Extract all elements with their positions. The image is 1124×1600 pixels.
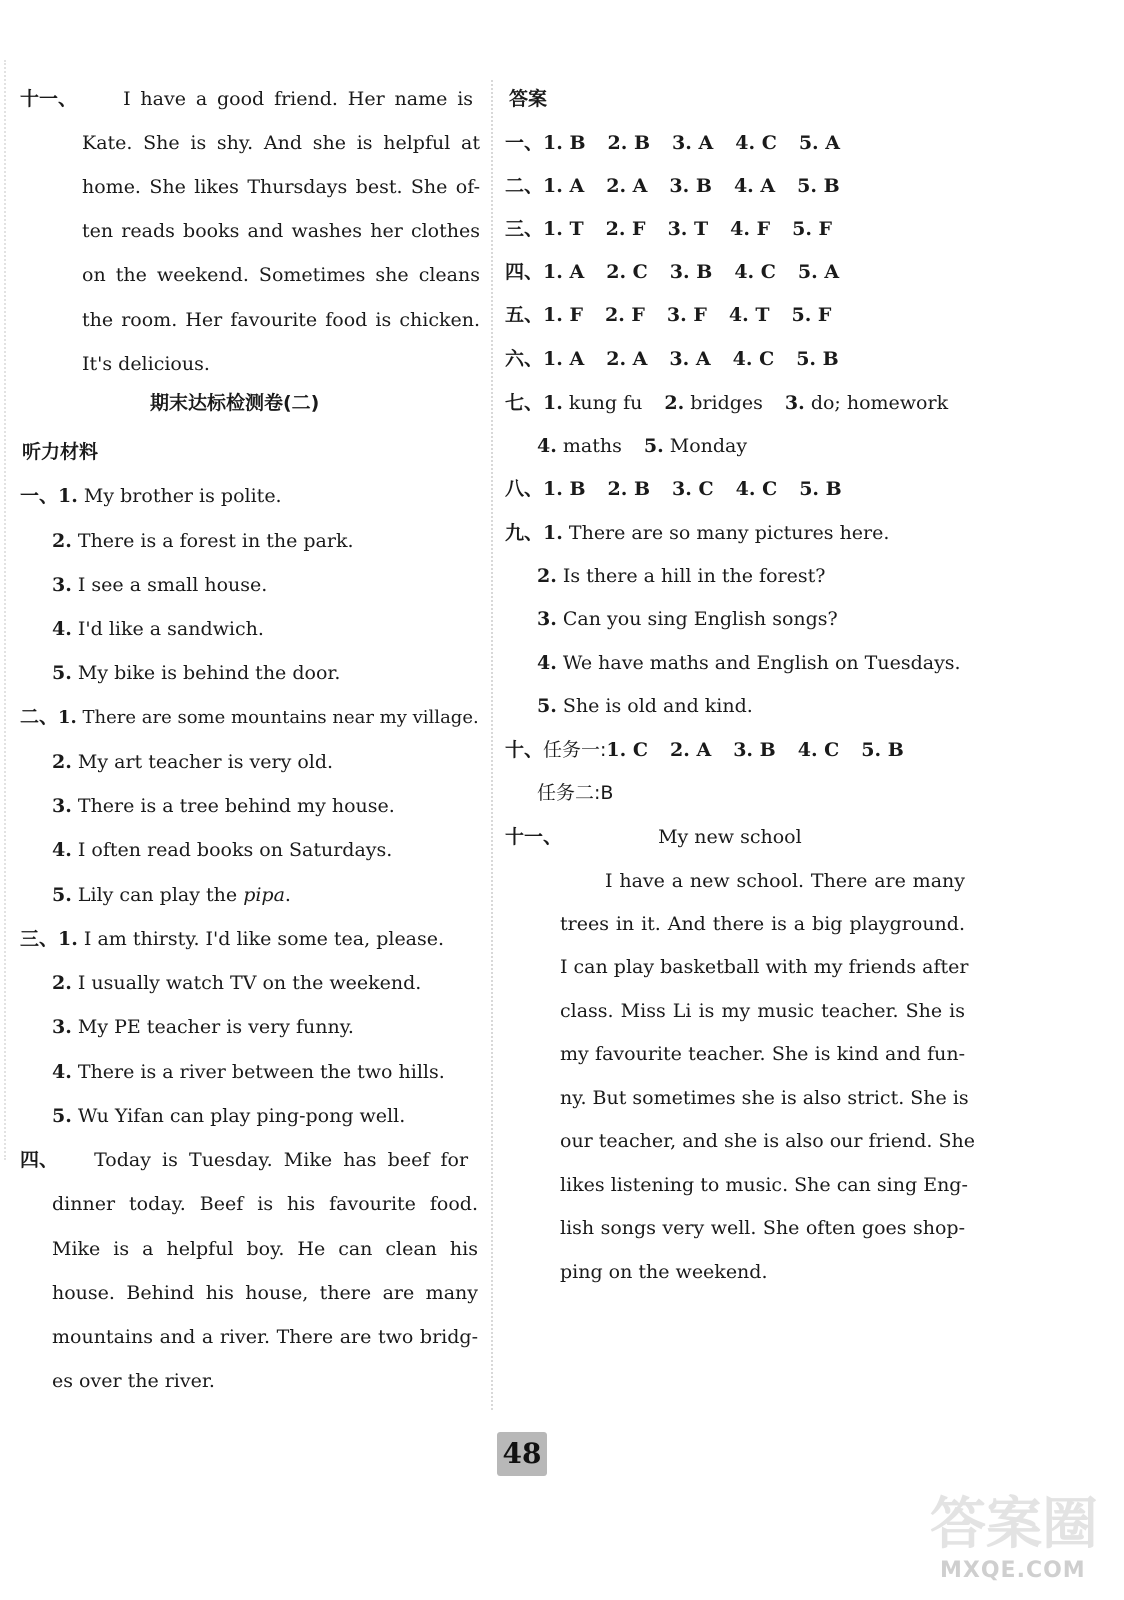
listening-item: 2. There is a forest in the park.: [52, 530, 354, 552]
essay-line: likes listening to music. She can sing Eng-: [560, 1174, 968, 1196]
passage-eleven-line: on the weekend. Sometimes she cleans: [82, 264, 480, 286]
section-title: 期末达标检测卷(二): [150, 392, 320, 414]
listening-item: 3. There is a tree behind my house.: [52, 795, 395, 817]
listening-item: 3. My PE teacher is very funny.: [52, 1016, 354, 1038]
passage-four-line: Mike is a helpful boy. He can clean his: [52, 1238, 478, 1260]
answer-sentence: 4. We have maths and English on Tuesdays.: [537, 652, 961, 674]
essay-line: ny. But sometimes she is also strict. She is: [560, 1087, 969, 1109]
essay-title-line: 十一、 My new school: [505, 826, 802, 848]
passage-eleven-line: Kate. She is shy. And she is helpful at: [82, 132, 480, 154]
passage-eleven-line: the room. Her favourite food is chicken.: [82, 309, 480, 331]
site-watermark-logo: [930, 1480, 1110, 1590]
watermark-url: MXQE.COM: [940, 1558, 1086, 1583]
listening-item: 一、1. My brother is polite.: [20, 485, 282, 507]
essay-line: I can play basketball with my friends after: [560, 956, 969, 978]
answer-row: 二、1. A 2. A 3. B 4. A 5. B: [505, 175, 840, 197]
binding-edge-dots: [4, 60, 6, 1160]
column-divider: [491, 80, 493, 1410]
answer-row: 三、1. T 2. F 3. T 4. F 5. F: [505, 218, 833, 240]
essay-line: my favourite teacher. She is kind and fun-: [560, 1043, 965, 1065]
listening-item: 5. Lily can play the pipa.: [52, 884, 291, 906]
answer-sentence: 3. Can you sing English songs?: [537, 608, 838, 630]
listening-item: 4. There is a river between the two hills.: [52, 1061, 445, 1083]
listening-item: 3. I see a small house.: [52, 574, 268, 596]
answer-row: 十、任务一:1. C 2. A 3. B 4. C 5. B: [505, 739, 904, 761]
answer-sentence: 九、1. There are so many pictures here.: [505, 522, 890, 544]
passage-four-line: es over the river.: [52, 1370, 215, 1392]
listening-item: 二、1. There are some mountains near my village.: [20, 706, 479, 728]
listening-item: 5. My bike is behind the door.: [52, 662, 341, 684]
answer-sentence: 5. She is old and kind.: [537, 695, 753, 717]
listening-heading: 听力材料: [22, 441, 99, 463]
essay-line: class. Miss Li is my music teacher. She is: [560, 1000, 965, 1022]
answer-row: 任务二:B: [537, 782, 614, 804]
passage-four-line: house. Behind his house, there are many: [52, 1282, 478, 1304]
essay-line: I have a new school. There are many: [605, 870, 965, 892]
answer-row: 六、1. A 2. A 3. A 4. C 5. B: [505, 348, 839, 370]
answers-heading: 答案: [509, 88, 548, 110]
answer-row: 五、1. F 2. F 3. F 4. T 5. F: [505, 304, 832, 326]
answer-row: 八、1. B 2. B 3. C 4. C 5. B: [505, 478, 842, 500]
page-number: 48: [497, 1432, 547, 1476]
section-mark: 十一、: [20, 88, 78, 110]
passage-four-line: mountains and a river. There are two bridg-: [52, 1326, 478, 1348]
watermark-cn: 答案圈: [930, 1492, 1098, 1557]
answer-row: 4. maths 5. Monday: [537, 435, 748, 457]
listening-item: 4. I often read books on Saturdays.: [52, 839, 393, 861]
passage-eleven-line: ten reads books and washes her clothes: [82, 220, 480, 242]
listening-item: 2. I usually watch TV on the weekend.: [52, 972, 422, 994]
listening-item: 2. My art teacher is very old.: [52, 751, 334, 773]
answer-row: 四、1. A 2. C 3. B 4. C 5. A: [505, 261, 840, 283]
essay-line: our teacher, and she is also our friend. She: [560, 1130, 975, 1152]
essay-line: ping on the weekend.: [560, 1261, 768, 1283]
answer-sentence: 2. Is there a hill in the forest?: [537, 565, 826, 587]
answer-row: 七、1. kung fu 2. bridges 3. do; homework: [505, 392, 949, 414]
essay-line: lish songs very well. She often goes shop-: [560, 1217, 965, 1239]
passage-four-line: 四、 Today is Tuesday. Mike has beef for: [20, 1149, 469, 1171]
passage-eleven-line: home. She likes Thursdays best. She of-: [82, 176, 480, 198]
passage-eleven-line: 十一、 I have a good friend. Her name is: [20, 88, 474, 110]
listening-item: 三、1. I am thirsty. I'd like some tea, please.: [20, 928, 445, 950]
answer-row: 一、1. B 2. B 3. A 4. C 5. A: [505, 132, 841, 154]
listening-item: 4. I'd like a sandwich.: [52, 618, 264, 640]
essay-line: trees in it. And there is a big playground.: [560, 913, 965, 935]
listening-item: 5. Wu Yifan can play ping-pong well.: [52, 1105, 406, 1127]
passage-eleven-line: It's delicious.: [82, 353, 210, 375]
passage-four-line: dinner today. Beef is his favourite food.: [52, 1193, 478, 1215]
